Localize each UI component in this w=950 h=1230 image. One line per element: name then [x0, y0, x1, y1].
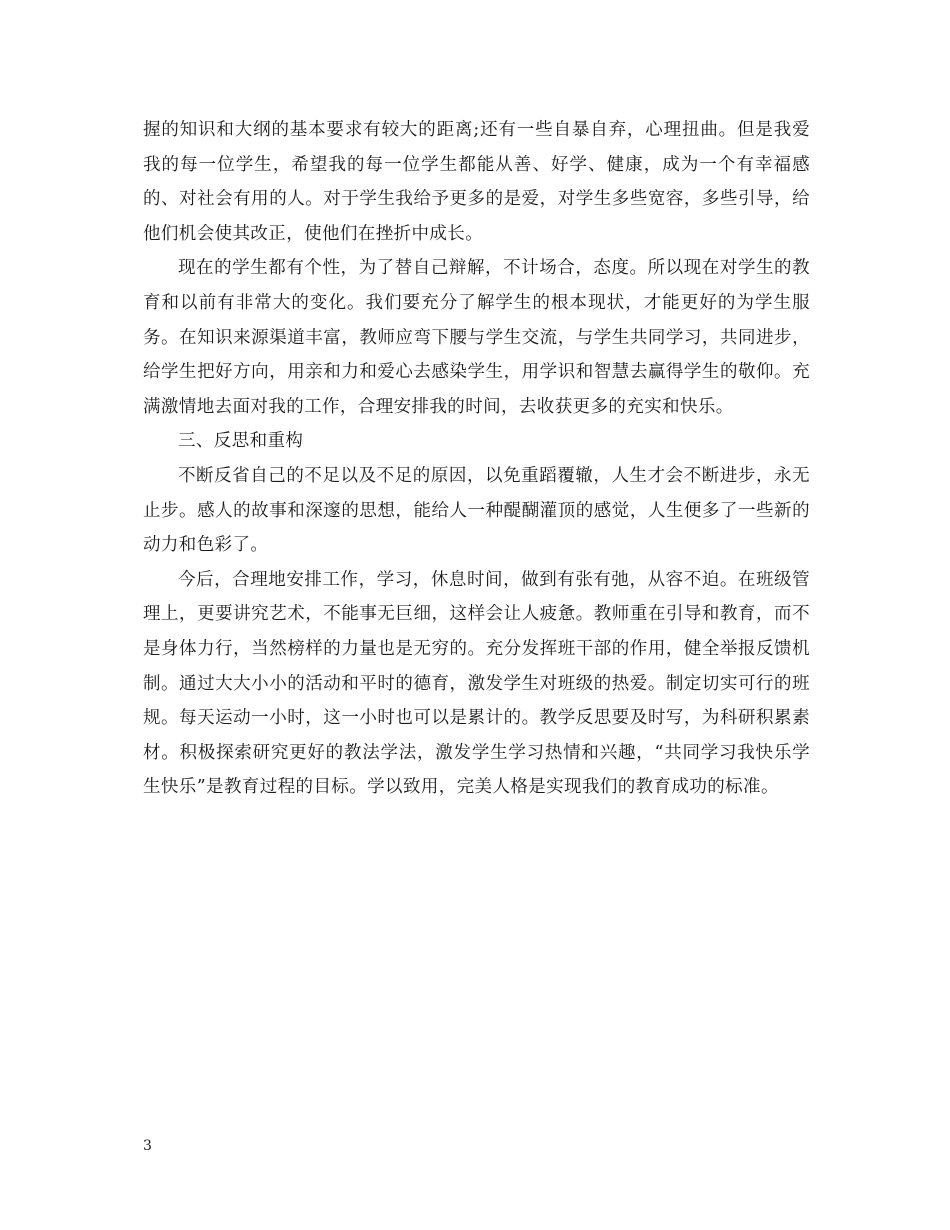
page-number: 3	[143, 1138, 152, 1154]
document-body	[143, 113, 810, 805]
section-heading-reflection: 三、反思和重构	[178, 431, 304, 452]
paragraph-future-plans: 今后，合理地安排工作，学习，休息时间，做到有张有弛，从容不迫。在班级管理上，更要讲究艺术，不能事无巨细，这样会让人疲惫。教师重在引导和教育，而不是身体力行，当然榜样的力量也是无穷的。充分发挥班干部的作用，健全举报反馈机制。通过大大小小的活动和平时的德育，激发学生对班级的热爱。制定切实可行的班规。每天运动一小时，这一小时也可以是累计的。教学反思要及时写，为科研积累素材。积极探索研究更好的教法学法，激发学生学习热情和兴趣，“共同学习我快乐学生快乐”是教育过程的目标。学以致用，完美人格是实现我们的教育成功的标准。	[143, 569, 810, 798]
paragraph-continuation: 握的知识和大纲的基本要求有较大的距离;还有一些自暴自弃，心理扭曲。但是我爱我的每一位学生，希望我的每一位学生都能从善、好学、健康，成为一个有幸福感的、对社会有用的人。对于学生我给予更多的是爱，对学生多些宽容，多些引导，给他们机会使其改正，使他们在挫折中成长。	[143, 120, 810, 244]
paragraph-student-personality: 现在的学生都有个性，为了替自己辩解，不计场合，态度。所以现在对学生的教育和以前有非常大的变化。我们要充分了解学生的根本现状，才能更好的为学生服务。在知识来源渠道丰富，教师应弯下腰与学生交流，与学生共同学习，共同进步，给学生把好方向，用亲和力和爱心去感染学生，用学识和智慧去赢得学生的敬仰。充满激情地去面对我的工作，合理安排我的时间，去收获更多的充实和快乐。	[143, 258, 810, 417]
paragraph-self-reflection: 不断反省自己的不足以及不足的原因，以免重蹈覆辙，人生才会不断进步，永无止步。感人的故事和深邃的思想，能给人一种醍醐灌顶的感觉，人生便多了一些新的动力和色彩了。	[143, 465, 810, 556]
